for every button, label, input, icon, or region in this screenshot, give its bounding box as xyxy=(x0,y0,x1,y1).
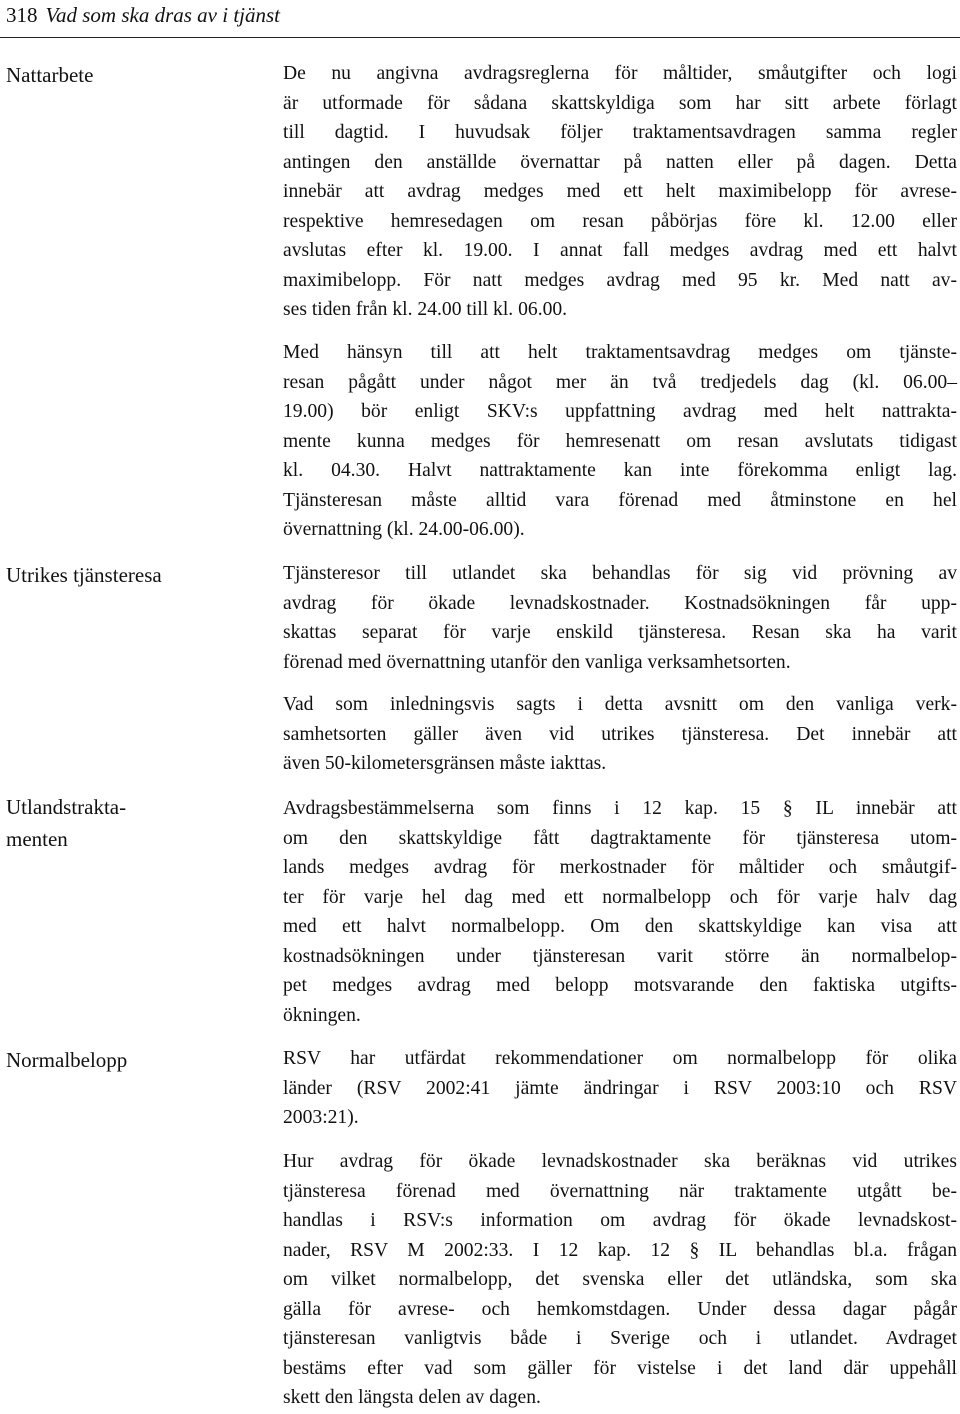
text-line: innebär att avdrag medges med ett helt maximibelopp för avrese- xyxy=(283,181,957,202)
paragraph-normalbelopp-1 xyxy=(283,1044,957,1133)
text-line: skett den längsta delen av dagen. xyxy=(283,1387,541,1408)
text-line: Tjänsteresor till utlandet ska behandlas för sig vid prövning av xyxy=(283,563,957,584)
text-line: tjänsteresa förenad med övernattning när traktamente utgått be- xyxy=(283,1180,957,1202)
text-line: antingen den anställde övernattar på natten eller på dagen. Detta xyxy=(283,151,957,173)
text-line: Tjänsteresan måste alltid vara förenad med åtminstone en hel xyxy=(283,489,957,511)
running-header xyxy=(6,0,280,30)
text-line: avdrag för ökade levnadskostnader. Kostnadsökningen får upp- xyxy=(283,592,957,614)
text-line: samhetsorten gäller även vid utrikes tjänsteresa. Det innebär att xyxy=(283,723,957,745)
text-line: är utformade för sådana skattskyldiga som har sitt arbete förlagt xyxy=(283,92,957,114)
text-line: till dagtid. I huvudsak följer traktamentsavdragen samma regler xyxy=(283,122,957,143)
text-line: lands medges avdrag för merkostnader för måltider och småutgif- xyxy=(283,857,957,878)
text-line: länder (RSV 2002:41 jämte ändringar i RSV 2003:10 och RSV xyxy=(283,1077,957,1099)
text-line: övernattning (kl. 24.00-06.00). xyxy=(283,519,525,540)
margin-heading-utrikes-tjansteresa: Utrikes tjänsteresa xyxy=(6,563,162,587)
margin-heading-utlandstraktamenten-line1: Utlandstrakta- xyxy=(6,795,127,819)
text-line: även 50-kilometersgränsen måste iakttas. xyxy=(283,753,607,774)
page-number: 318 xyxy=(6,3,38,27)
text-line: RSV har utfärdat rekommendationer om normalbelopp för olika xyxy=(283,1048,957,1069)
header-rule xyxy=(0,37,960,38)
text-line: mente kunna medges för hemresenatt om resan avslutats tidigast xyxy=(283,430,957,452)
text-line: 2003:21). xyxy=(283,1107,359,1128)
text-line: med ett halvt normalbelopp. Om den skattskyldige kan visa att xyxy=(283,916,957,937)
margin-heading-normalbelopp: Normalbelopp xyxy=(6,1048,128,1072)
text-line: resan pågått under något mer än två tredjedels dag (kl. 06.00– xyxy=(283,371,957,393)
text-line: Vad som inledningsvis sagts i detta avsnitt om den vanliga verk- xyxy=(283,694,957,715)
text-line: handlas i RSV:s information om avdrag för ökade levnadskost- xyxy=(283,1210,957,1231)
text-line: respektive hemresedagen om resan påbörjas före kl. 12.00 eller xyxy=(283,210,957,232)
text-line: kl. 04.30. Halvt nattraktamente kan inte förekomma enligt lag. xyxy=(283,460,957,481)
text-line: ter för varje hel dag med ett normalbelopp och för varje halv dag xyxy=(283,886,957,908)
paragraph-utrikes-2 xyxy=(283,690,957,779)
paragraph-utrikes-1 xyxy=(283,559,957,677)
text-line: ökningen. xyxy=(283,1004,361,1026)
text-line: pet medges avdrag med belopp motsvarande den faktiska utgifts- xyxy=(283,975,957,996)
text-line: avslutas efter kl. 19.00. I annat fall medges avdrag med ett halvt xyxy=(283,240,957,261)
paragraph-nattarbete-2 xyxy=(283,338,957,545)
text-line: Med hänsyn till att helt traktamentsavdrag medges om tjänste- xyxy=(283,342,957,363)
text-line: 19.00) bör enligt SKV:s uppfattning avdrag med helt nattrakta- xyxy=(283,401,957,422)
text-line: ses tiden från kl. 24.00 till kl. 06.00. xyxy=(283,299,568,320)
paragraph-utlandstraktamenten xyxy=(283,794,957,1030)
text-line: bestäms efter vad som gäller för vistelse i det land där uppehåll xyxy=(283,1357,957,1379)
text-line: tjänsteresan vanligtvis både i Sverige och i utlandet. Avdraget xyxy=(283,1328,957,1349)
text-line: nader, RSV M 2002:33. I 12 kap. 12 § IL behandlas bl.a. frågan xyxy=(283,1239,957,1261)
text-line: maximibelopp. För natt medges avdrag med 95 kr. Med natt av- xyxy=(283,269,957,291)
running-title: Vad som ska dras av i tjänst xyxy=(45,3,281,27)
paragraph-normalbelopp-2 xyxy=(283,1147,957,1413)
text-line: förenad med övernattning utanför den vanliga verksamhetsorten. xyxy=(283,651,791,673)
text-line: skattas separat för varje enskild tjänsteresa. Resan ska ha varit xyxy=(283,622,957,643)
text-line: kostnadsökningen under tjänsteresan varit större än normalbelop- xyxy=(283,945,957,967)
margin-heading-nattarbete: Nattarbete xyxy=(6,63,94,87)
text-line: Hur avdrag för ökade levnadskostnader ska beräknas vid utrikes xyxy=(283,1151,957,1172)
paragraph-nattarbete-1 xyxy=(283,59,957,325)
text-line: om vilket normalbelopp, det svenska eller det utländska, som ska xyxy=(283,1269,957,1290)
text-line: De nu angivna avdragsreglerna för måltider, småutgifter och logi xyxy=(283,63,957,84)
text-line: Avdragsbestämmelserna som finns i 12 kap. 15 § IL innebär att xyxy=(283,798,957,819)
text-line: gälla för avrese- och hemkomstdagen. Under dessa dagar pågår xyxy=(283,1298,957,1320)
margin-heading-utlandstraktamenten-line2: menten xyxy=(6,827,68,851)
text-line: om den skattskyldige fått dagtraktamente för tjänsteresa utom- xyxy=(283,827,957,849)
